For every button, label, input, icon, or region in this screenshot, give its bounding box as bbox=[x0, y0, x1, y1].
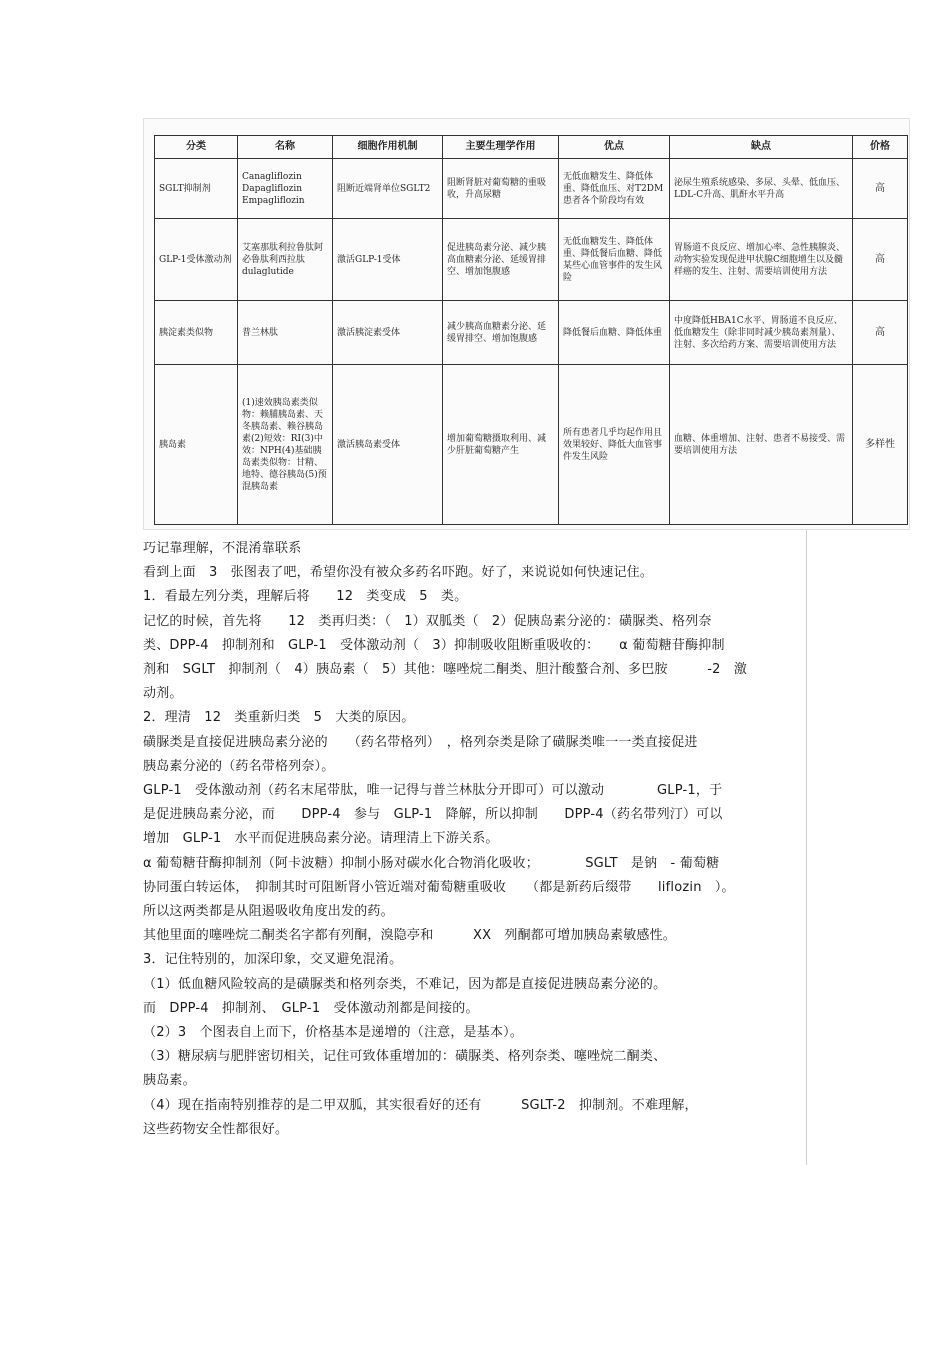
paragraph-line: 而 DPP-4 抑制剂、 GLP-1 受体激动剂都是间接的。 bbox=[143, 1000, 479, 1016]
cell-names: Canagliflozin Dapagliflozin Empagliflozin bbox=[238, 159, 333, 219]
paragraph-line: （3）糖尿病与肥胖密切相关，记住可致体重增加的：磺脲类、格列奈类、噻唑烷二酮类、 bbox=[143, 1049, 667, 1065]
cell-mechanism: 激活胰岛素受体 bbox=[333, 365, 443, 525]
cell-cons: 胃肠道不良反应、增加心率、急性胰腺炎、动物实验发现促进甲状腺C细胞增生以及髓样癌的发生、注射、需要培训使用方法 bbox=[670, 219, 853, 301]
cell-cons: 中度降低HBA1C水平、胃肠道不良反应、低血糖发生（除非同时减少胰岛素剂量）、注射、多次给药方案、需要培训使用方法 bbox=[670, 301, 853, 365]
cell-cons: 血糖、体重增加、注射、患者不易接受、需要培训使用方法 bbox=[670, 365, 853, 525]
header-effect: 主要生理学作用 bbox=[443, 136, 559, 159]
paragraph-line: 3．记住特别的，加深印象，交叉避免混淆。 bbox=[143, 952, 403, 968]
paragraph-line: 记忆的时候，首先将 12 类再归类：（ 1）双胍类（ 2）促胰岛素分泌的：磺脲类、格列奈 bbox=[143, 613, 712, 629]
section-heading: 巧记靠理解，不混淆靠联系 bbox=[143, 541, 302, 556]
cell-effect: 阻断肾脏对葡萄糖的重吸收，升高尿糖 bbox=[443, 159, 559, 219]
table-row bbox=[155, 159, 908, 219]
cell-price: 高 bbox=[853, 301, 908, 365]
table-header-row bbox=[155, 136, 908, 159]
paragraph-line: 协同蛋白转运体， 抑制其时可阻断肾小管近端对葡萄糖重吸收 （都是新药后缀带 liflozin ）。 bbox=[143, 879, 735, 895]
cell-effect: 促进胰岛素分泌、减少胰高血糖素分泌、延缓胃排空、增加饱腹感 bbox=[443, 219, 559, 301]
header-category: 分类 bbox=[155, 136, 238, 159]
paragraph-line: 这些药物安全性都很好。 bbox=[143, 1121, 289, 1137]
cell-names: 艾塞那肽利拉鲁肽阿必鲁肽利西拉肽 dulaglutide bbox=[238, 219, 333, 301]
cell-mechanism: 阻断近端肾单位SGLT2 bbox=[333, 159, 443, 219]
cell-pros: 降低餐后血糖、降低体重 bbox=[559, 301, 670, 365]
paragraph-line: 胰岛素。 bbox=[143, 1073, 196, 1089]
cell-names: 普兰林肽 bbox=[238, 301, 333, 365]
paragraph-line: 1．看最左列分类，理解后将 12 类变成 5 类。 bbox=[143, 589, 468, 605]
cell-category: 胰淀素类似物 bbox=[155, 301, 238, 365]
cell-category: 胰岛素 bbox=[155, 365, 238, 525]
header-name: 名称 bbox=[238, 136, 333, 159]
header-mechanism: 细胞作用机制 bbox=[333, 136, 443, 159]
paragraph-line: 剂和 SGLT 抑制剂（ 4）胰岛素（ 5）其他：噻唑烷二酮类、胆汁酸螯合剂、多巴胺 -2 激 bbox=[143, 662, 748, 678]
header-cons: 缺点 bbox=[670, 136, 853, 159]
paragraph-line: （2）3 个图表自上而下，价格基本是递增的（注意，是基本）。 bbox=[143, 1025, 524, 1041]
table-row bbox=[155, 219, 908, 301]
header-pros: 优点 bbox=[559, 136, 670, 159]
paragraph-line: GLP-1 受体激动剂（药名末尾带肽，唯一记得与普兰林肽分开即可）可以激动 GLP-1，于 bbox=[143, 783, 723, 799]
cell-mechanism: 激活GLP-1受体 bbox=[333, 219, 443, 301]
paragraph-line: 胰岛素分泌的（药名带格列奈）。 bbox=[143, 758, 335, 774]
cell-effect: 增加葡萄糖摄取利用、减少肝脏葡萄糖产生 bbox=[443, 365, 559, 525]
table-row bbox=[155, 365, 908, 525]
paragraph-line: （4）现在指南特别推荐的是二甲双胍，其实很看好的还有 SGLT-2 抑制剂。不难理解， bbox=[143, 1097, 698, 1113]
cell-category: SGLT抑制剂 bbox=[155, 159, 238, 219]
table-row bbox=[155, 301, 908, 365]
paragraph-line: α 葡萄糖苷酶抑制剂（阿卡波糖）抑制小肠对碳水化合物消化吸收； SGLT 是钠 - 葡萄糖 bbox=[143, 855, 720, 871]
paragraph-line: 磺脲类是直接促进胰岛素分泌的 （药名带格列） ，格列奈类是除了磺脲类唯一一类直接促进 bbox=[143, 734, 698, 750]
cell-pros: 无低血糖发生、降低体重、降低餐后血糖、降低某些心血管事件的发生风险 bbox=[559, 219, 670, 301]
paragraph-line: 2．理清 12 类重新归类 5 大类的原因。 bbox=[143, 710, 415, 726]
paragraph-line: 是促进胰岛素分泌，而 DPP-4 参与 GLP-1 降解，所以抑制 DPP-4（药名带列汀）可以 bbox=[143, 807, 723, 823]
paragraph-line: 所以这两类都是从阻遏吸收角度出发的药。 bbox=[143, 904, 394, 920]
article-body bbox=[143, 537, 808, 1142]
paragraph-line: 增加 GLP-1 水平而促进胰岛素分泌。请理清上下游关系。 bbox=[143, 831, 499, 847]
paragraph-line: （1）低血糖风险较高的是磺脲类和格列奈类，不难记，因为都是直接促进胰岛素分泌的。 bbox=[143, 976, 667, 992]
paragraph-line: 看到上面 3 张图表了吧，希望你没有被众多药名吓跑。好了，来说说如何快速记住。 bbox=[143, 565, 654, 581]
cell-category: GLP-1受体激动剂 bbox=[155, 219, 238, 301]
paragraph-line: 类、DPP-4 抑制剂和 GLP-1 受体激动剂（ 3）抑制吸收阻断重吸收的： α 葡萄糖苷酶抑制 bbox=[143, 637, 725, 653]
cell-names: (1)速效胰岛素类似物：赖脯胰岛素、天冬胰岛素、赖谷胰岛素(2)短效：RI(3)中效：NPH(4)基础胰岛素类似物：甘精、地特、德谷胰岛(5)预混胰岛素 bbox=[238, 365, 333, 525]
paragraph-line: 其他里面的噻唑烷二酮类名字都有列酮，溴隐亭和 XX 列酮都可增加胰岛素敏感性。 bbox=[143, 928, 677, 944]
cell-price: 高 bbox=[853, 219, 908, 301]
cell-pros: 所有患者几乎均起作用且效果较好、降低大血管事件发生风险 bbox=[559, 365, 670, 525]
cell-pros: 无低血糖发生、降低体重、降低血压、对T2DM患者各个阶段均有效 bbox=[559, 159, 670, 219]
paragraph-line: 动剂。 bbox=[143, 686, 183, 702]
header-price: 价格 bbox=[853, 136, 908, 159]
cell-price: 多样性 bbox=[853, 365, 908, 525]
cell-mechanism: 激活胰淀素受体 bbox=[333, 301, 443, 365]
drug-comparison-table bbox=[154, 135, 908, 525]
cell-cons: 泌尿生殖系统感染、多尿、头晕、低血压、LDL-C升高、肌酐水平升高 bbox=[670, 159, 853, 219]
cell-price: 高 bbox=[853, 159, 908, 219]
drug-comparison-table-image bbox=[143, 118, 910, 530]
cell-effect: 减少胰高血糖素分泌、延缓胃排空、增加饱腹感 bbox=[443, 301, 559, 365]
